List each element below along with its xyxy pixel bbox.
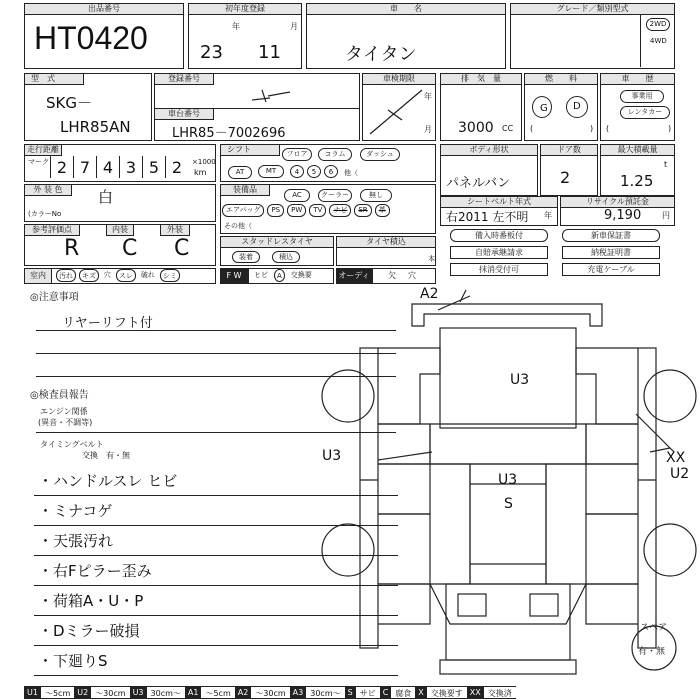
- displacement-label: 排 気 量: [440, 73, 522, 85]
- shift-dash: ダッシュ: [360, 148, 400, 161]
- caution-text: リヤーリフト付: [62, 316, 153, 331]
- mark-s-cab: S: [504, 496, 513, 512]
- audio-option: 穴: [408, 271, 416, 280]
- inspection-expiry-label: 車検期限: [362, 73, 436, 85]
- legend-code: A1: [185, 686, 202, 699]
- exterior-value: C: [174, 236, 190, 261]
- wd4-option: 4WD: [650, 37, 667, 45]
- interior-condition: 破れ: [140, 271, 155, 279]
- interior-condition: 汚れ: [56, 269, 76, 282]
- timing-choices: 交換 有・無: [82, 451, 130, 460]
- max-load-unit: t: [664, 160, 668, 169]
- mileage-digit: 2: [50, 156, 73, 178]
- fw-option: 交換要: [290, 271, 312, 279]
- first-registration-label: 初年度登録: [188, 3, 302, 15]
- history-paren-close: ): [668, 124, 672, 133]
- studless-label: スタッドレスタイヤ: [220, 236, 334, 248]
- interior-condition: スレ: [116, 269, 136, 282]
- engine-sub: (異音・不調等): [38, 418, 93, 427]
- grade-label: グレード／類別型式: [510, 3, 675, 15]
- mileage-unit: km: [194, 168, 207, 177]
- max-load-value: 1.25: [620, 172, 654, 190]
- legend-code: C: [380, 686, 392, 699]
- caution-label: ◎注意事項: [30, 292, 79, 303]
- reg-year-value: 23: [200, 42, 223, 63]
- model-name-label: 車 名: [306, 3, 506, 15]
- document-item: 自賠承継請求: [450, 246, 548, 259]
- report-item: ・Dミラー破損: [34, 616, 398, 646]
- evaluation-value: R: [64, 236, 80, 261]
- gear-option: 5: [307, 165, 321, 178]
- studless-choice: 装着: [232, 251, 260, 263]
- engine-label: エンジン関係: [40, 407, 88, 416]
- timing-label: タイミングベルト: [40, 440, 104, 449]
- mileage-digit: 3: [119, 156, 142, 178]
- shift-at: AT: [228, 166, 252, 179]
- mileage-times: ×1000: [192, 158, 216, 166]
- fw-label: F W: [220, 268, 248, 284]
- equip-other: その他（: [224, 222, 252, 230]
- legend-text: 30cm～: [147, 686, 185, 699]
- legend-text: ～5cm: [201, 686, 234, 699]
- type-value-line1: SKG－: [46, 94, 92, 112]
- reg-month-value: 11: [258, 42, 281, 63]
- report-item: ・下廻りS: [34, 646, 398, 676]
- body-type-label: ボディ形状: [440, 144, 538, 156]
- legend-text: 交換済: [484, 686, 516, 699]
- gear-option: 4: [290, 165, 304, 178]
- legend-code: U3: [130, 686, 147, 699]
- audio-label: オーディオ: [336, 268, 372, 284]
- equipment-label: 装備品: [220, 184, 270, 196]
- usage-rental: レンタカー: [620, 106, 670, 119]
- shift-label: シフト: [220, 144, 280, 156]
- report-item: ・ハンドルスレ ヒビ: [34, 466, 398, 496]
- model-name-value: タイタン: [345, 44, 417, 65]
- shift-floor-circled: フロア: [282, 148, 312, 161]
- inspect-month-unit: 月: [424, 125, 432, 134]
- reg-year-unit: 年: [232, 22, 240, 31]
- studless-choice: 積込: [272, 251, 300, 263]
- exterior-label: 外装: [160, 224, 190, 236]
- type-label: 型 式: [24, 73, 84, 85]
- shift-column: コラム: [318, 148, 352, 161]
- document-item: 抹消受付可: [450, 263, 548, 276]
- exterior-color-value: 白: [98, 188, 114, 206]
- legend-text: サビ: [356, 686, 380, 699]
- equip-item: 革: [375, 204, 390, 217]
- equip-item: SR: [354, 204, 371, 217]
- report-item: ・荷箱A・U・P: [34, 586, 398, 616]
- legend-code: A3: [290, 686, 307, 699]
- registration-scribble: [250, 86, 300, 106]
- displacement-unit: CC: [502, 124, 514, 133]
- mileage-digit: 7: [73, 156, 96, 178]
- equip-cooler: クーラー: [318, 189, 352, 202]
- report-item: ・右Fピラー歪み: [34, 556, 398, 586]
- legend-text: ～5cm: [41, 686, 74, 699]
- interior-condition: 穴: [103, 271, 111, 279]
- chassis-number-label: 車台番号: [154, 108, 214, 120]
- type-value-line2: LHR85AN: [60, 118, 131, 136]
- legend-code: X: [415, 686, 426, 699]
- gear-list: [290, 165, 341, 178]
- max-load-label: 最大積載量: [600, 144, 675, 156]
- gear-option: 6: [324, 165, 338, 178]
- interior-condition-label: 室内: [24, 268, 52, 284]
- equip-item: TV: [309, 204, 326, 217]
- document-item: 備入時番板付: [450, 229, 548, 242]
- documents-grid: [440, 228, 675, 282]
- fuel-diesel: D: [573, 101, 581, 112]
- legend-text: ～30cm: [91, 686, 129, 699]
- recycle-unit: 円: [662, 211, 670, 220]
- spare-choices: 有・無: [638, 647, 666, 657]
- vehicle-diagram: [320, 284, 698, 676]
- fuel-label: 燃 料: [524, 73, 598, 85]
- mark-a2: A2: [420, 286, 439, 302]
- interior-label: 内装: [106, 224, 134, 236]
- mileage-digits: [50, 156, 188, 180]
- wd2-option: 2WD: [646, 18, 670, 31]
- spare-label: スペア: [640, 623, 668, 633]
- door-count-label: ドア数: [540, 144, 598, 156]
- lot-number-label: 出品番号: [24, 3, 184, 15]
- inspect-year-unit: 年: [424, 92, 432, 101]
- equip-ac-circled: AC: [284, 189, 310, 202]
- report-item: ・天張汚れ: [34, 526, 398, 556]
- document-item: 新車保証書: [562, 229, 660, 242]
- legend-text: 30cm～: [306, 686, 344, 699]
- legend-text: ～30cm: [251, 686, 289, 699]
- legend-code: U2: [74, 686, 91, 699]
- legend-text: 腐食: [391, 686, 415, 699]
- color-number-label: (カラーNo: [28, 210, 62, 218]
- audio-options: [388, 270, 428, 282]
- inspection-struck-out: [366, 86, 426, 138]
- legend-code: A2: [235, 686, 252, 699]
- inspector-label: ◎検査員報告: [30, 390, 89, 401]
- gear-other: 他（: [344, 169, 358, 177]
- legend-text: 交換要す: [427, 686, 467, 699]
- tire-label: タイヤ積込: [336, 236, 436, 248]
- chassis-number-value: LHR85－7002696: [172, 126, 286, 141]
- door-count-value: 2: [560, 168, 571, 187]
- document-item: 充電ケーブル: [562, 263, 660, 276]
- meter-label: マーク: [28, 158, 49, 166]
- interior-condition: シミ: [160, 269, 180, 282]
- seatbelt-unit: 年: [544, 211, 552, 220]
- reg-month-unit: 月: [290, 22, 298, 31]
- body-type-value: パネルバン: [446, 176, 511, 191]
- equip-item: PS: [267, 204, 284, 217]
- exterior-color-label: 外 装 色: [24, 184, 72, 196]
- mark-xx: XX: [666, 450, 686, 466]
- equip-items: [222, 204, 393, 217]
- history-label: 車 歴: [600, 73, 675, 85]
- damage-legend: [24, 686, 516, 699]
- fw-option: A: [274, 269, 285, 282]
- mileage-digit: 2: [165, 156, 188, 178]
- fw-option: ヒビ: [254, 271, 268, 279]
- equip-none: 無し: [360, 189, 392, 202]
- fuel-paren-close: ): [590, 124, 594, 133]
- mark-u3-left: U3: [322, 448, 342, 464]
- recycle-value: 9,190: [604, 208, 642, 223]
- evaluation-label: 参考評価点: [24, 224, 80, 236]
- seatbelt-label: シートベルト年式: [440, 196, 558, 208]
- report-item: ・ミナコゲ: [34, 496, 398, 526]
- fuel-gasoline-circle: [532, 96, 552, 118]
- mark-u3-cargo: U3: [510, 372, 530, 388]
- mark-u3-cab: U3: [498, 472, 518, 488]
- legend-code: U1: [24, 686, 41, 699]
- mark-u2: U2: [670, 466, 690, 482]
- registration-number-label: 登録番号: [154, 73, 214, 85]
- mileage-digit: 5: [142, 156, 165, 178]
- fw-options: [252, 269, 318, 282]
- fuel-gasoline: G: [540, 103, 548, 114]
- seatbelt-value: 右2011 左不明: [446, 210, 529, 224]
- equip-item: PW: [287, 204, 306, 217]
- shift-mt-circled: MT: [258, 165, 284, 178]
- usage-business: 事業用: [620, 90, 664, 103]
- recycle-label: リサイクル預託金: [560, 196, 675, 208]
- equip-item: ナビ: [329, 204, 351, 217]
- interior-value: C: [122, 236, 138, 261]
- document-item: 納税証明書: [562, 246, 660, 259]
- lot-number-value: HT0420: [34, 20, 148, 56]
- interior-condition: キズ: [79, 269, 99, 282]
- audio-option: 欠: [388, 271, 396, 280]
- history-paren-open: (: [606, 124, 610, 133]
- mileage-digit: 4: [96, 156, 119, 178]
- fuel-paren-open: (: [530, 124, 534, 133]
- legend-code: XX: [467, 686, 484, 699]
- equip-item: エアバッグ: [222, 204, 264, 217]
- studless-choices: [232, 251, 312, 263]
- interior-conditions: [56, 269, 183, 282]
- mileage-label: 走行距離: [24, 144, 62, 156]
- displacement-value: 3000: [458, 120, 494, 136]
- legend-code: S: [345, 686, 356, 699]
- tire-count-unit: 本: [428, 255, 435, 263]
